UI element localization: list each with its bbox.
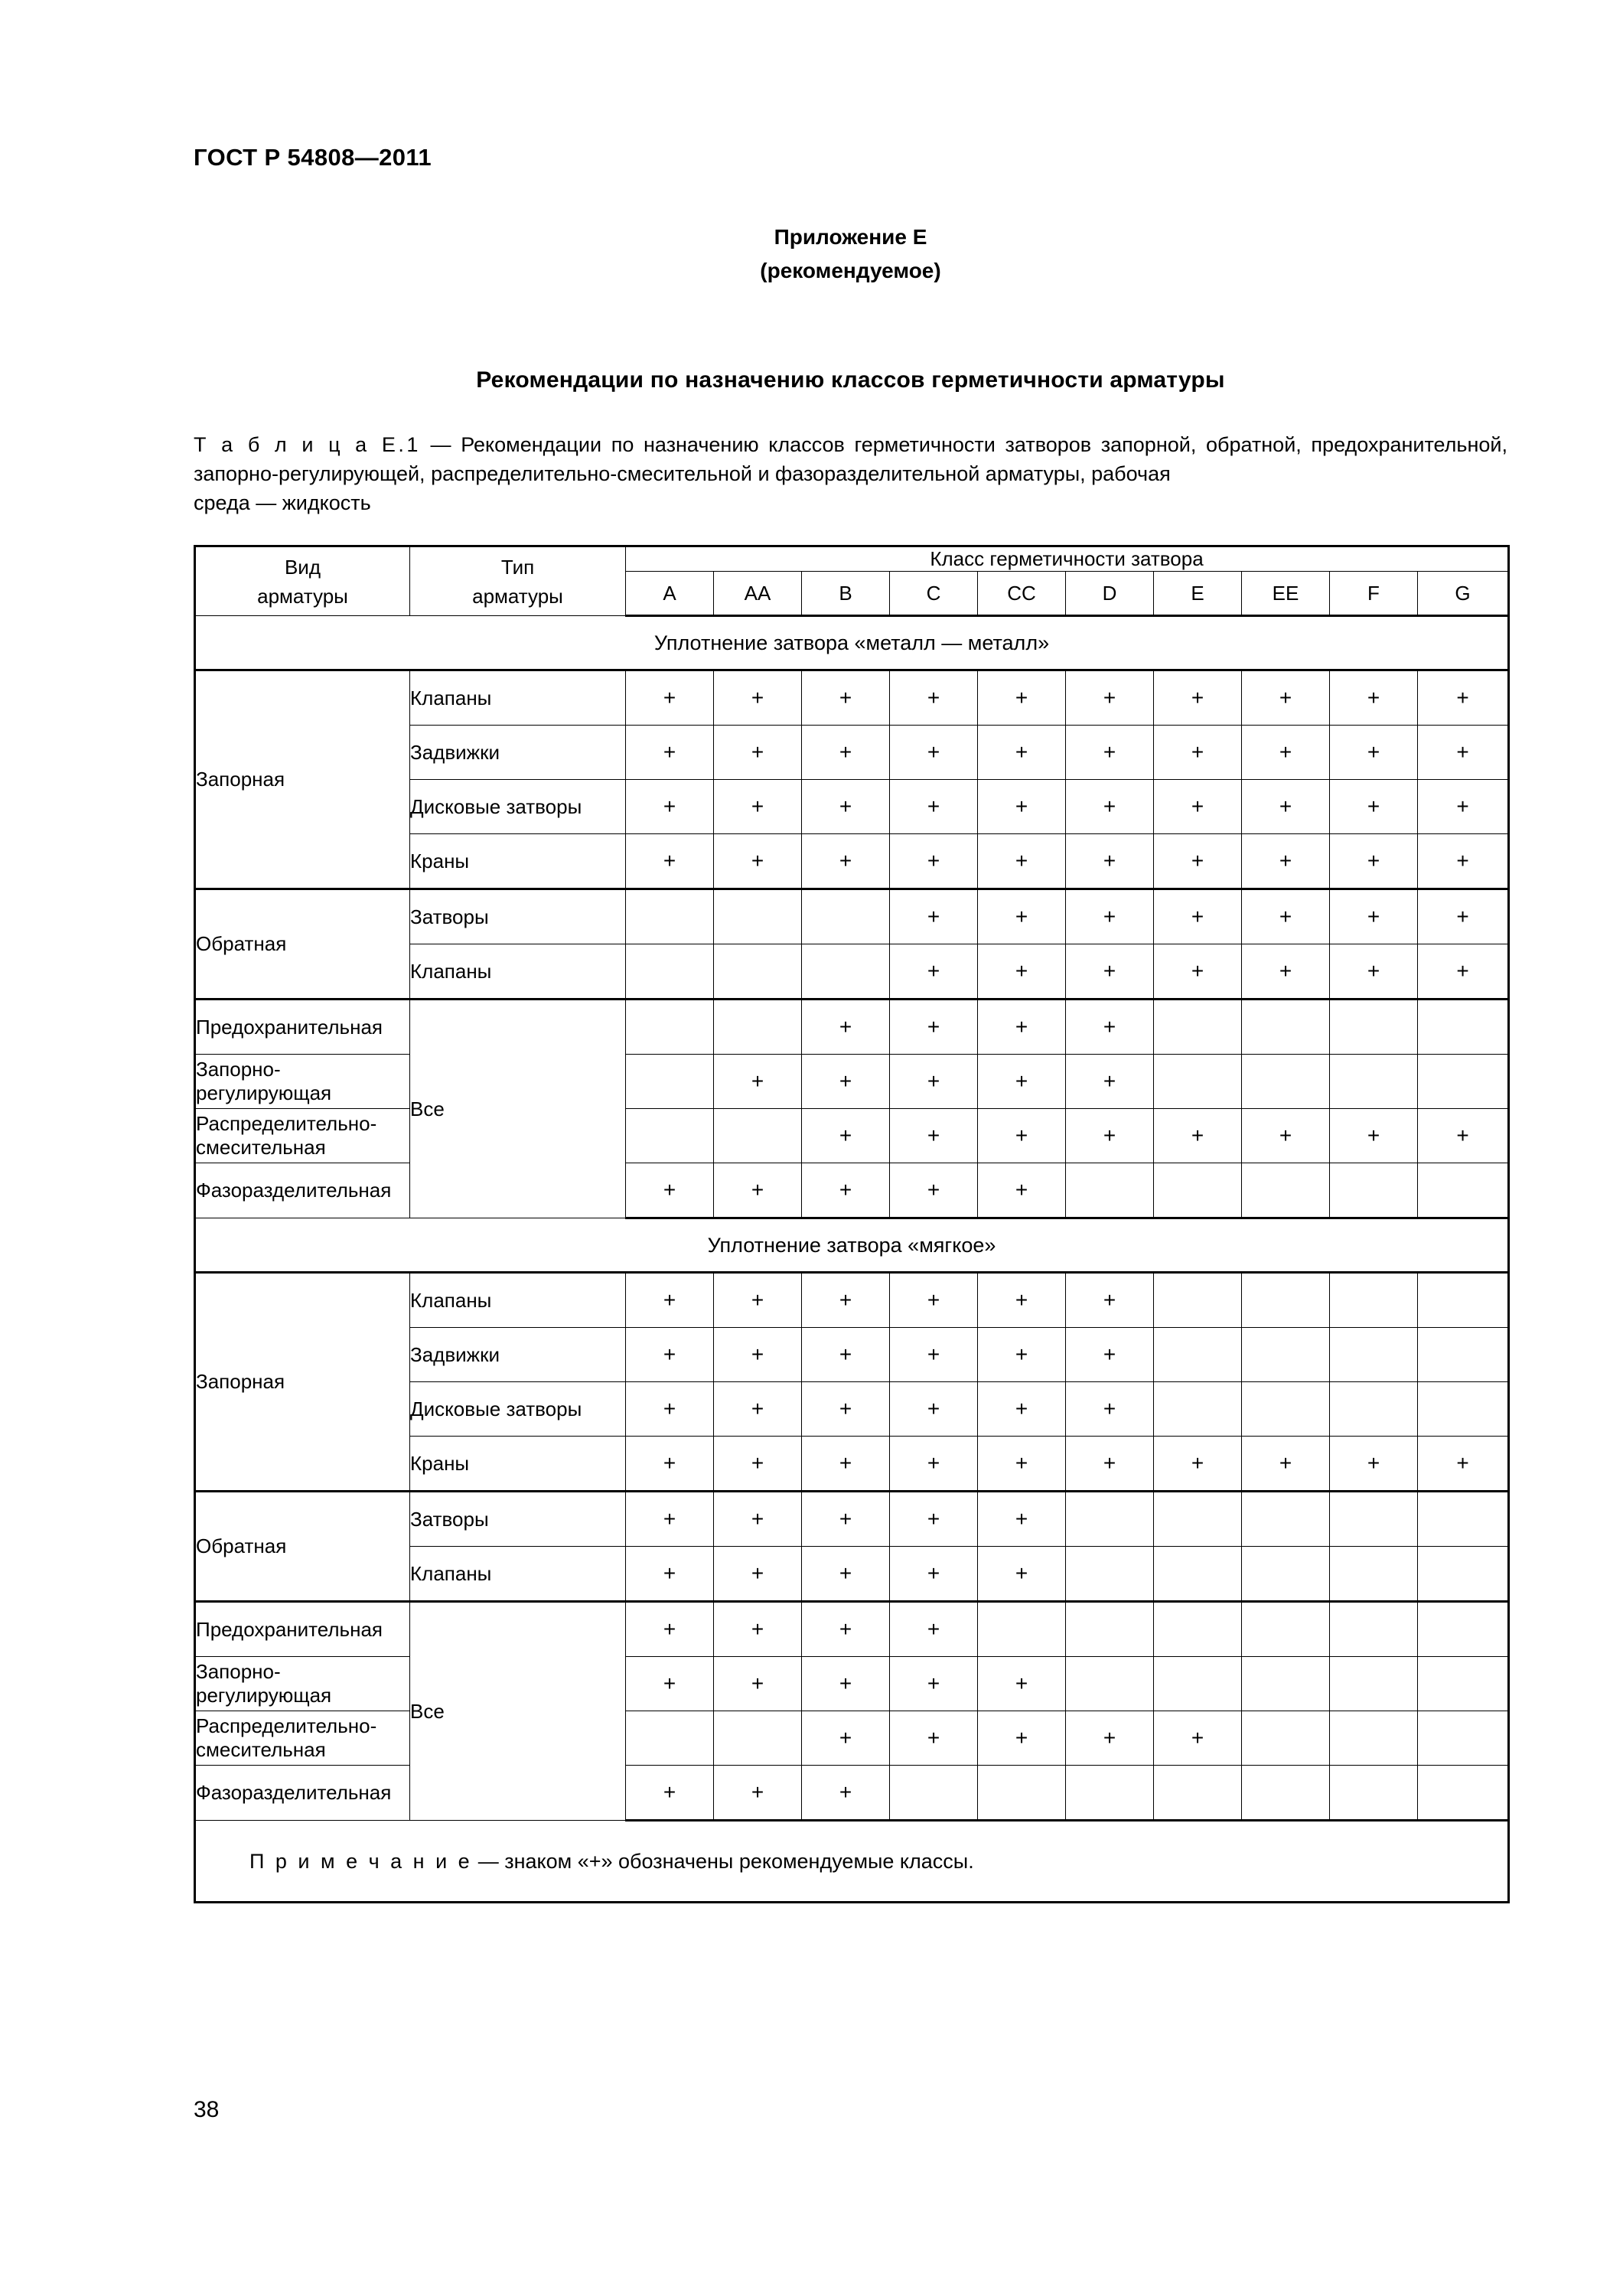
table-row [195,889,1509,944]
cell-mark-present: + [1066,1109,1154,1163]
cell-mark-present: + [1418,889,1509,944]
cell-mark-present: + [802,1602,890,1657]
cell-mark-empty [626,944,714,1000]
table-caption-label: Т а б л и ц а Е.1 [194,433,421,456]
cell-mark-present: + [890,1273,978,1328]
cell-mark-empty [1242,1055,1330,1109]
cell-mark-empty [1066,1547,1154,1602]
cell-mark-present: + [626,1492,714,1547]
cell-mark-present: + [1418,1437,1509,1492]
cell-mark-present: + [802,1382,890,1437]
header-class-cc: CC [978,572,1066,616]
cell-type: Клапаны [410,670,626,726]
cell-mark-empty [1418,1000,1509,1055]
cell-mark-present: + [802,726,890,780]
header-class-g: G [1418,572,1509,616]
cell-mark-present: + [1330,944,1418,1000]
cell-mark-present: + [1066,780,1154,834]
cell-mark-present: + [890,1055,978,1109]
cell-mark-empty [1154,1055,1242,1109]
cell-mark-present: + [626,726,714,780]
header-kind: Вид арматуры [195,546,410,616]
cell-mark-present: + [1066,1328,1154,1382]
cell-mark-present: + [714,834,802,889]
cell-mark-empty [802,889,890,944]
page-number: 38 [194,2097,220,2122]
cell-type: Клапаны [410,1547,626,1602]
cell-mark-present: + [714,1437,802,1492]
table-row [195,670,1509,726]
cell-mark-empty [978,1602,1066,1657]
cell-mark-present: + [626,1602,714,1657]
cell-kind: Обратная [195,889,410,1000]
cell-mark-present: + [978,834,1066,889]
table-note-label: П р и м е ч а н и е [249,1849,473,1873]
cell-mark-present: + [802,1109,890,1163]
cell-mark-present: + [890,944,978,1000]
cell-kind: Запорно-регулирующая [195,1055,410,1109]
cell-mark-present: + [978,1163,1066,1218]
cell-kind: Запорная [195,1273,410,1492]
cell-mark-empty [1418,1055,1509,1109]
table-row [195,1109,1509,1163]
cell-mark-present: + [1330,670,1418,726]
cell-mark-present: + [1154,944,1242,1000]
cell-mark-empty [1330,1547,1418,1602]
cell-mark-present: + [1066,834,1154,889]
header-class-c: C [890,572,978,616]
cell-mark-present: + [978,1657,1066,1711]
cell-mark-present: + [978,1711,1066,1766]
section-band-label: Уплотнение затвора «металл — металл» [195,616,1509,670]
cell-mark-present: + [1154,1437,1242,1492]
cell-mark-present: + [714,1766,802,1821]
cell-mark-empty [802,944,890,1000]
cell-mark-present: + [890,834,978,889]
cell-mark-present: + [714,1657,802,1711]
cell-kind: Предохранительная [195,1000,410,1055]
cell-mark-empty [1418,1328,1509,1382]
cell-mark-present: + [1330,889,1418,944]
cell-mark-present: + [714,1273,802,1328]
cell-mark-present: + [890,1163,978,1218]
cell-mark-present: + [1418,944,1509,1000]
cell-mark-present: + [714,780,802,834]
cell-mark-present: + [1066,1055,1154,1109]
cell-mark-empty [1154,1273,1242,1328]
cell-mark-empty [1242,1657,1330,1711]
cell-mark-empty [626,1711,714,1766]
cell-mark-present: + [890,1602,978,1657]
cell-mark-empty [1066,1492,1154,1547]
header-class-e: E [1154,572,1242,616]
cell-mark-present: + [802,1711,890,1766]
cell-mark-empty [626,1000,714,1055]
cell-mark-empty [1154,1000,1242,1055]
cell-mark-present: + [1066,1000,1154,1055]
cell-mark-empty [1242,1711,1330,1766]
cell-mark-empty [1242,1328,1330,1382]
cell-mark-empty [1418,1711,1509,1766]
cell-mark-present: + [626,834,714,889]
cell-mark-present: + [1242,726,1330,780]
cell-type-all: Все [410,1000,626,1218]
cell-mark-empty [1154,1657,1242,1711]
cell-mark-empty [1330,1000,1418,1055]
header-class-f: F [1330,572,1418,616]
cell-mark-empty [890,1766,978,1821]
cell-mark-present: + [978,1547,1066,1602]
cell-mark-present: + [1242,670,1330,726]
cell-mark-present: + [626,1382,714,1437]
cell-mark-present: + [626,780,714,834]
cell-mark-empty [1242,1766,1330,1821]
cell-mark-present: + [802,1163,890,1218]
header-class-a: A [626,572,714,616]
cell-mark-present: + [1066,670,1154,726]
cell-mark-empty [714,1109,802,1163]
table-header-row-top [195,546,1509,572]
cell-mark-present: + [1066,1711,1154,1766]
cell-mark-present: + [1418,780,1509,834]
cell-mark-present: + [1418,726,1509,780]
cell-mark-empty [1242,1273,1330,1328]
cell-mark-present: + [802,1000,890,1055]
cell-mark-empty [1418,1163,1509,1218]
header-class-ee: EE [1242,572,1330,616]
cell-mark-present: + [802,780,890,834]
cell-mark-empty [1330,1273,1418,1328]
recommendations-table [194,545,1510,1903]
cell-mark-present: + [978,1492,1066,1547]
header-class-b: B [802,572,890,616]
table-row [195,1602,1509,1657]
cell-mark-present: + [1242,1109,1330,1163]
cell-mark-present: + [890,1000,978,1055]
cell-mark-present: + [1066,1382,1154,1437]
cell-mark-present: + [890,1711,978,1766]
cell-mark-present: + [802,1328,890,1382]
appendix-label: Приложение Е [774,225,927,249]
cell-mark-empty [1066,1657,1154,1711]
cell-type: Клапаны [410,1273,626,1328]
cell-mark-empty [1242,1492,1330,1547]
cell-mark-empty [714,944,802,1000]
table-note-row [195,1821,1509,1903]
cell-mark-present: + [1330,726,1418,780]
cell-mark-empty [978,1766,1066,1821]
cell-kind: Запорная [195,670,410,889]
cell-mark-present: + [1242,944,1330,1000]
cell-mark-present: + [978,1437,1066,1492]
cell-mark-present: + [802,1055,890,1109]
cell-mark-present: + [890,1492,978,1547]
cell-mark-present: + [1066,1437,1154,1492]
header-class-d: D [1066,572,1154,616]
cell-mark-empty [626,1055,714,1109]
cell-mark-present: + [626,1547,714,1602]
cell-mark-empty [1330,1382,1418,1437]
cell-mark-present: + [626,1328,714,1382]
cell-mark-present: + [1154,1109,1242,1163]
table-row [195,1273,1509,1328]
cell-mark-present: + [1418,670,1509,726]
page-title: Рекомендации по назначению классов герметичности арматуры [476,367,1225,393]
cell-mark-present: + [714,1602,802,1657]
cell-mark-empty [1330,1602,1418,1657]
cell-mark-present: + [802,670,890,726]
cell-mark-present: + [890,726,978,780]
table-row [195,1000,1509,1055]
cell-mark-present: + [890,1547,978,1602]
cell-mark-present: + [714,726,802,780]
cell-mark-empty [1154,1547,1242,1602]
cell-mark-present: + [1242,889,1330,944]
cell-mark-present: + [714,1163,802,1218]
cell-mark-present: + [890,1437,978,1492]
cell-mark-empty [714,1711,802,1766]
cell-mark-present: + [1242,780,1330,834]
cell-type: Дисковые затворы [410,1382,626,1437]
cell-mark-present: + [978,726,1066,780]
cell-mark-empty [1330,1163,1418,1218]
appendix-status: (рекомендуемое) [760,259,941,282]
cell-mark-present: + [890,1328,978,1382]
running-head-standard-number: ГОСТ Р 54808—2011 [194,144,432,171]
cell-mark-empty [1242,1163,1330,1218]
cell-mark-present: + [978,1000,1066,1055]
cell-mark-empty [714,889,802,944]
cell-mark-empty [1418,1382,1509,1437]
cell-mark-present: + [1242,834,1330,889]
cell-mark-present: + [890,889,978,944]
table-row [195,1766,1509,1821]
cell-mark-empty [1418,1657,1509,1711]
cell-mark-present: + [626,1437,714,1492]
cell-kind: Предохранительная [195,1602,410,1657]
cell-mark-empty [1066,1766,1154,1821]
cell-mark-present: + [626,1273,714,1328]
cell-mark-present: + [802,1437,890,1492]
cell-mark-present: + [626,1163,714,1218]
table-row [195,1163,1509,1218]
table-row [195,1711,1509,1766]
cell-type: Задвижки [410,1328,626,1382]
cell-mark-empty [1330,1657,1418,1711]
cell-mark-empty [1418,1602,1509,1657]
cell-mark-present: + [1154,834,1242,889]
cell-mark-present: + [802,1547,890,1602]
cell-mark-empty [1330,1711,1418,1766]
cell-mark-present: + [978,780,1066,834]
table-note [195,1821,1509,1903]
table-row [195,1055,1509,1109]
table-row [195,1492,1509,1547]
header-type: Тип арматуры [410,546,626,616]
cell-mark-present: + [978,944,1066,1000]
cell-kind: Распределительно-смесительная [195,1109,410,1163]
cell-mark-present: + [714,1382,802,1437]
cell-mark-present: + [1066,1273,1154,1328]
cell-mark-empty [1242,1547,1330,1602]
cell-mark-present: + [1066,726,1154,780]
cell-mark-present: + [1330,1109,1418,1163]
cell-mark-empty [1154,1766,1242,1821]
cell-mark-present: + [714,670,802,726]
cell-mark-empty [1242,1000,1330,1055]
cell-kind: Обратная [195,1492,410,1602]
section-band-row [195,1218,1509,1273]
table-row [195,1657,1509,1711]
cell-mark-present: + [1418,1109,1509,1163]
cell-type: Затворы [410,1492,626,1547]
cell-kind: Запорно-регулирующая [195,1657,410,1711]
cell-mark-present: + [626,1657,714,1711]
cell-mark-present: + [1154,780,1242,834]
cell-mark-present: + [802,1766,890,1821]
cell-mark-empty [1066,1163,1154,1218]
cell-mark-present: + [890,1109,978,1163]
cell-mark-empty [626,889,714,944]
cell-mark-present: + [890,1382,978,1437]
cell-kind: Распределительно-смесительная [195,1711,410,1766]
cell-mark-empty [1154,1602,1242,1657]
cell-mark-empty [1330,1328,1418,1382]
cell-mark-present: + [978,1273,1066,1328]
cell-mark-present: + [802,1492,890,1547]
cell-mark-present: + [1066,944,1154,1000]
cell-mark-present: + [1330,1437,1418,1492]
cell-mark-present: + [978,1055,1066,1109]
cell-type: Задвижки [410,726,626,780]
cell-mark-present: + [890,780,978,834]
cell-mark-present: + [978,889,1066,944]
cell-mark-empty [1418,1547,1509,1602]
cell-mark-present: + [978,1328,1066,1382]
table-note-text: — знаком «+» обозначены рекомендуемые классы. [472,1849,974,1873]
cell-mark-present: + [1154,1711,1242,1766]
cell-mark-empty [1242,1602,1330,1657]
cell-mark-present: + [714,1547,802,1602]
cell-mark-empty [1154,1382,1242,1437]
cell-mark-present: + [714,1328,802,1382]
section-band-label: Уплотнение затвора «мягкое» [195,1218,1509,1273]
cell-mark-present: + [1154,670,1242,726]
cell-mark-present: + [802,1273,890,1328]
cell-mark-empty [1154,1492,1242,1547]
table-caption-last-line: среда — жидкость [194,491,371,514]
cell-mark-present: + [978,1109,1066,1163]
cell-mark-empty [1418,1766,1509,1821]
cell-mark-empty [1418,1492,1509,1547]
header-class-group: Класс герметичности затвора [626,546,1509,572]
cell-mark-present: + [802,1657,890,1711]
cell-mark-empty [1066,1602,1154,1657]
cell-mark-present: + [802,834,890,889]
cell-type: Дисковые затворы [410,780,626,834]
cell-mark-empty [1418,1273,1509,1328]
cell-mark-empty [1154,1163,1242,1218]
cell-mark-present: + [978,670,1066,726]
cell-mark-present: + [1330,780,1418,834]
cell-mark-present: + [1154,726,1242,780]
cell-mark-present: + [1418,834,1509,889]
cell-mark-empty [1330,1492,1418,1547]
cell-mark-empty [626,1109,714,1163]
cell-mark-present: + [626,670,714,726]
cell-mark-present: + [1066,889,1154,944]
cell-type: Затворы [410,889,626,944]
cell-mark-present: + [1330,834,1418,889]
cell-mark-empty [1154,1328,1242,1382]
cell-mark-empty [714,1000,802,1055]
cell-mark-present: + [890,670,978,726]
cell-kind: Фазоразделительная [195,1163,410,1218]
cell-mark-empty [1242,1382,1330,1437]
cell-type: Клапаны [410,944,626,1000]
cell-mark-empty [1330,1766,1418,1821]
cell-type: Краны [410,834,626,889]
cell-type-all: Все [410,1602,626,1821]
cell-kind: Фазоразделительная [195,1766,410,1821]
table-caption [194,430,1507,517]
table-caption-text: — Рекомендации по назначению классов герметичности затворов запорной, обратной, предохранительной, запорно-регулирующей, распределительно-смесительной и фазоразделительной арматуры, рабочая [194,433,1508,485]
cell-mark-empty [1330,1055,1418,1109]
cell-mark-present: + [714,1492,802,1547]
header-class-aa: AA [714,572,802,616]
cell-mark-present: + [978,1382,1066,1437]
cell-mark-present: + [626,1766,714,1821]
cell-mark-present: + [1242,1437,1330,1492]
appendix-heading [194,220,1507,288]
cell-mark-present: + [714,1055,802,1109]
cell-type: Краны [410,1437,626,1492]
cell-mark-present: + [890,1657,978,1711]
section-band-row [195,616,1509,670]
cell-mark-present: + [1154,889,1242,944]
